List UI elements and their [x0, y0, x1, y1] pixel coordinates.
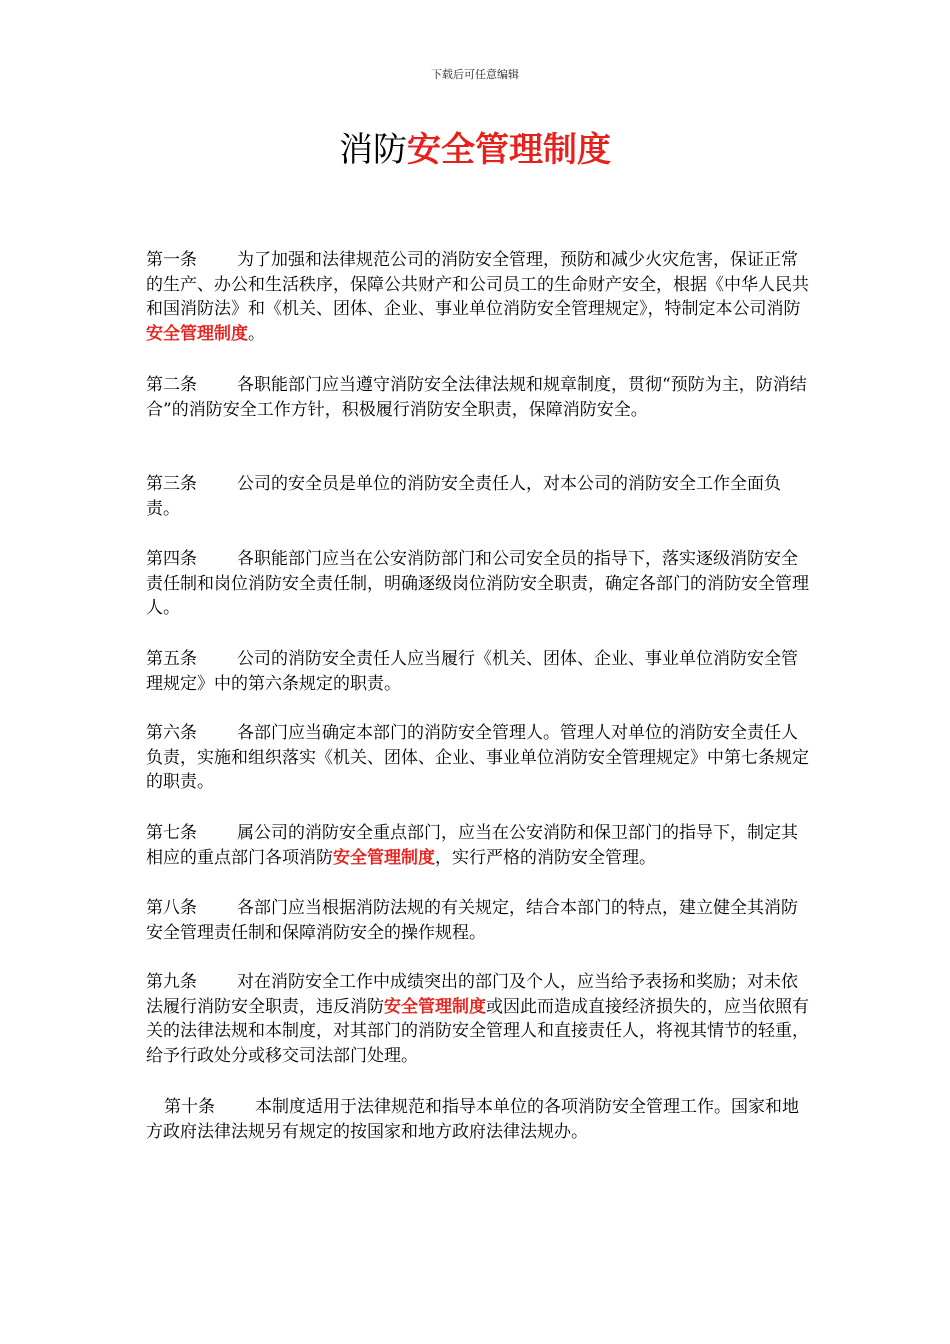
article-text: 各部门应当确定本部门的消防安全管理人。管理人对单位的消防安全责任人负责，实施和组织落实《机关、团体、企业、事业单位消防安全管理规定》中第七条规定的职责。: [146, 723, 809, 792]
article-8: [146, 896, 810, 945]
article-text: 本制度适用于法律规范和指导本单位的各项消防安全管理工作。国家和地方政府法律法规另有规定的按国家和地方政府法律法规办。: [146, 1097, 799, 1142]
article-2: [146, 373, 810, 422]
article-number: 第十条: [164, 1097, 215, 1117]
article-number: 第九条: [146, 972, 197, 992]
article-highlight: 安全管理制度: [384, 996, 486, 1017]
article-number: 第七条: [146, 823, 197, 843]
article-text: 公司的安全员是单位的消防安全责任人，对本公司的消防安全工作全面负责。: [146, 474, 781, 519]
article-text-end: 或因此而造成直接经济损失的，应当依照有关的法律法规和本制度，对其部门的消防安全管理人和直接责任人，将视其情节的轻重，给予行政处分或移交司法部门处理。: [146, 996, 809, 1066]
article-text: 为了加强和法律规范公司的消防安全管理，预防和减少火灾危害，保证正常的生产、办公和生活秩序，保障公共财产和公司员工的生命财产安全，根据《中华人民共和国消防法》和《机关、团体、企业、事业单位消防安全管理规定》，特制定本公司消防: [146, 250, 809, 319]
header-note: 下载后可任意编辑: [431, 68, 519, 81]
article-10: [146, 1095, 810, 1144]
article-number: 第四条: [146, 549, 197, 569]
article-number: 第五条: [146, 649, 197, 669]
title-part2-highlight: 安全管理制度: [407, 130, 611, 170]
article-text: 各职能部门应当在公安消防部门和公司安全员的指导下，落实逐级消防安全责任制和岗位消防安全责任制，明确逐级岗位消防安全职责，确定各部门的消防安全管理人。: [146, 549, 809, 618]
page-title: [0, 128, 950, 172]
article-4: [146, 547, 810, 621]
article-text: 对在消防安全工作中成绩突出的部门及个人，应当给予表扬和奖励；对未依法履行消防安全职责，违反消防: [146, 972, 798, 1017]
article-number: 第三条: [146, 474, 197, 494]
article-number: 第二条: [146, 375, 197, 395]
article-text-end: 。: [248, 323, 265, 344]
article-text-end: ，实行严格的消防安全管理。: [435, 847, 656, 868]
article-7: [146, 821, 810, 870]
article-1: [146, 248, 810, 346]
article-text: 各部门应当根据消防法规的有关规定，结合本部门的特点，建立健全其消防安全管理责任制和保障消防安全的操作规程。: [146, 898, 798, 943]
article-text: 公司的消防安全责任人应当履行《机关、团体、企业、事业单位消防安全管理规定》中的第六条规定的职责。: [146, 649, 798, 694]
article-6: [146, 721, 810, 795]
article-number: 第八条: [146, 898, 197, 918]
article-text: 属公司的消防安全重点部门，应当在公安消防和保卫部门的指导下，制定其相应的重点部门各项消防: [146, 823, 798, 868]
article-5: [146, 647, 810, 696]
article-text: 各职能部门应当遵守消防安全法律法规和规章制度，贯彻“预防为主，防消结合”的消防安全工作方针，积极履行消防安全职责，保障消防安全。: [146, 375, 807, 420]
article-number: 第一条: [146, 250, 197, 270]
article-highlight: 安全管理制度: [146, 323, 248, 344]
article-3: [146, 472, 810, 521]
article-9: [146, 970, 810, 1068]
title-part1: 消防: [339, 130, 407, 170]
article-number: 第六条: [146, 723, 197, 743]
article-highlight: 安全管理制度: [333, 847, 435, 868]
